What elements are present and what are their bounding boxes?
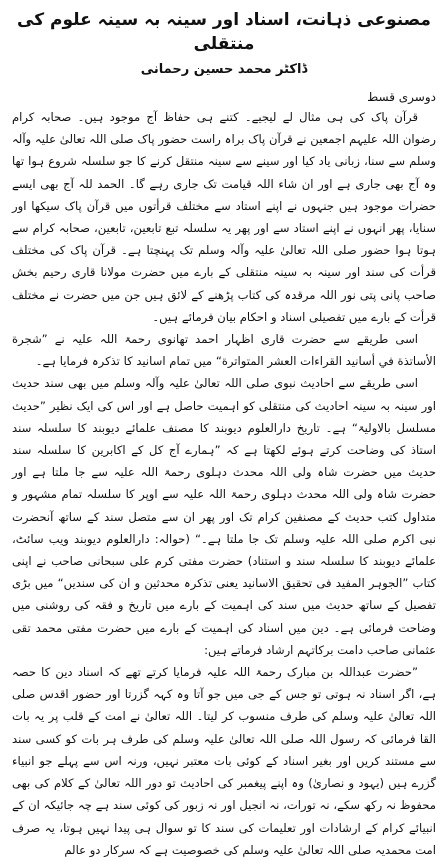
paragraph: قرآن پاک کی ہی مثال لے لیجیے۔ کتنے ہی حفاظ آج موجود ہیں۔ صحابہ کرام رضوان اللہ علیہم اجمعین نے قرآن پاک براہ راست حضور پاک صلی اللہ تعالیٰ علیہ وآلہ وسلم سے سنا، زبانی یاد کیا اور سینے سے سینہ منتقل کرنے کا جو سلسلہ شروع ہوا تھا وہ آج بھی جاری ہے اور ان شاء اللہ قیامت تک جاری رہے گا۔ الحمد للہ آج بھی ایسے حضرات موجود ہیں جنہوں نے اپنے استاد سے مختلف قرأتوں میں قرآن پاک سیکھا اور سنایا، پھر انہوں نے اپنے استاد سے اور پھر یہ سلسلہ تبع تابعین، تابعین، صحابہ کرام سے ہوتا ہوا حضور صلی اللہ تعالیٰ علیہ وآلہ وسلم تک پہنچتا ہے۔ قرآن پاک کی مختلف قرأت کی سند اور سینہ بہ سینہ منتقلی کے بارے میں حضرت مولانا قاری رحیم بخش صاحب پانی پتی نور اللہ مرقدہ کی کتاب پڑھنے کے لائق ہیں جن میں حضرت نے مختلف قرأت کے بارے میں تفصیلی اسناد و احکام بیان فرمائے ہیں۔ bbox=[12, 110, 436, 324]
article-body bbox=[12, 106, 436, 861]
installment-label: دوسری قسط bbox=[367, 90, 436, 104]
paragraph: اسی طریقے سے حضرت قاری اظہار احمد تھانوی رحمۃ اللہ علیہ نے ”شجرة الأساتذة في أسانيد القراءات العشر المتواترة“ میں تمام اسانید کا تذکرہ فرمایا ہے۔ bbox=[12, 332, 436, 369]
article-title: مصنوعی ذہانت، اسناد اور سینہ بہ سینہ علوم کی منتقلی bbox=[17, 10, 431, 54]
article-author: ڈاکٹر محمد حسین رحمانی bbox=[140, 62, 308, 77]
paragraph: ”حضرت عبداللہ بن مبارک رحمۃ اللہ علیہ فرمایا کرتے تھے کہ اسناد دین کا حصہ ہے، اگر اسناد نہ ہوتی تو جس کے جی میں جو آتا وہ کہہ گزرتا اور حضور اقدس صلی اللہ تعالیٰ علیہ وسلم کی طرف منسوب کر لیتا۔ اللہ تعالیٰ نے امت کے قلب پر یہ بات القا فرمائی کہ رسول اللہ صلی اللہ تعالیٰ علیہ وسلم کی طرف ہر بات کو کسی سند سے مستند کریں اور بغیر اسناد کے کوئی بات معتبر نہیں، ورنہ اس سے پہلے جو انبیاء گزرے ہیں (یہود و نصاریٰ) وہ اپنے پیغمبر کی احادیث تو دور اللہ تعالیٰ کے کلام کی بھی محفوظ نہ رکھ سکے، نہ تورات، نہ انجیل اور نہ زبور کی کوئی سند ہے چہ جائیکہ ان کے انبیائے کرام کے ارشادات اور تعلیمات کی سند کا تو سوال ہی پیدا نہیں ہوتا، یہ صرف امت محمدیہ صلی اللہ تعالیٰ علیہ وسلم کی خصوصیت ہے کہ سرکار دو عالم bbox=[12, 665, 436, 857]
paragraph: اسی طریقے سے احادیث نبوی صلی اللہ تعالیٰ علیہ وآلہ وسلم میں بھی سند حدیث اور سینہ بہ سینہ احادیث کی منتقلی کو اہمیت حاصل ہے اور اس کی ایک نظیر ”حدیث مسلسل بالاولیۃ“ ہے۔ تاریخ دارالعلوم دیوبند کا مصنف علمائے دیوبند کا سلسلہ سند استاذ کی وضاحت کرتے ہوئے لکھتا ہے کہ ”ہمارے آج کل کے اکابرین کا سلسلہ سند حدیث میں حضرت شاہ ولی اللہ محدث دہلوی رحمۃ اللہ علیہ سے جا ملتا ہے اور حضرت شاہ ولی اللہ محدث دہلوی رحمۃ اللہ علیہ سے اوپر کا سلسلہ تمام مشہور و متداول کتب حدیث کے مصنفین کرام تک اور پھر ان سے متصل سند کے ساتھ آنحضرت نبی اکرم صلی اللہ علیہ وسلم تک جا ملتا ہے۔“ (حوالہ: دارالعلوم دیوبند ویب سائٹ، علمائے دیوبند کا سلسلہ سند و استناد) حضرت مفتی کرم علی سبحانی صاحب نے اپنی کتاب ”الجوہر المفید فی تحقیق الاسانید یعنی تذکرہ محدثین و ان کی سندیں“ میں بڑی تفصیل کے ساتھ حدیث میں سند کی اہمیت کے بارے میں تاریخ و فقہ کی روشنی میں وضاحت فرمائی ہے۔ دین میں اسناد کی اہمیت کے بارے میں حضرت مفتی محمد تقی عثمانی صاحب دامت برکاتہم ارشاد فرماتے ہیں: bbox=[12, 376, 436, 657]
